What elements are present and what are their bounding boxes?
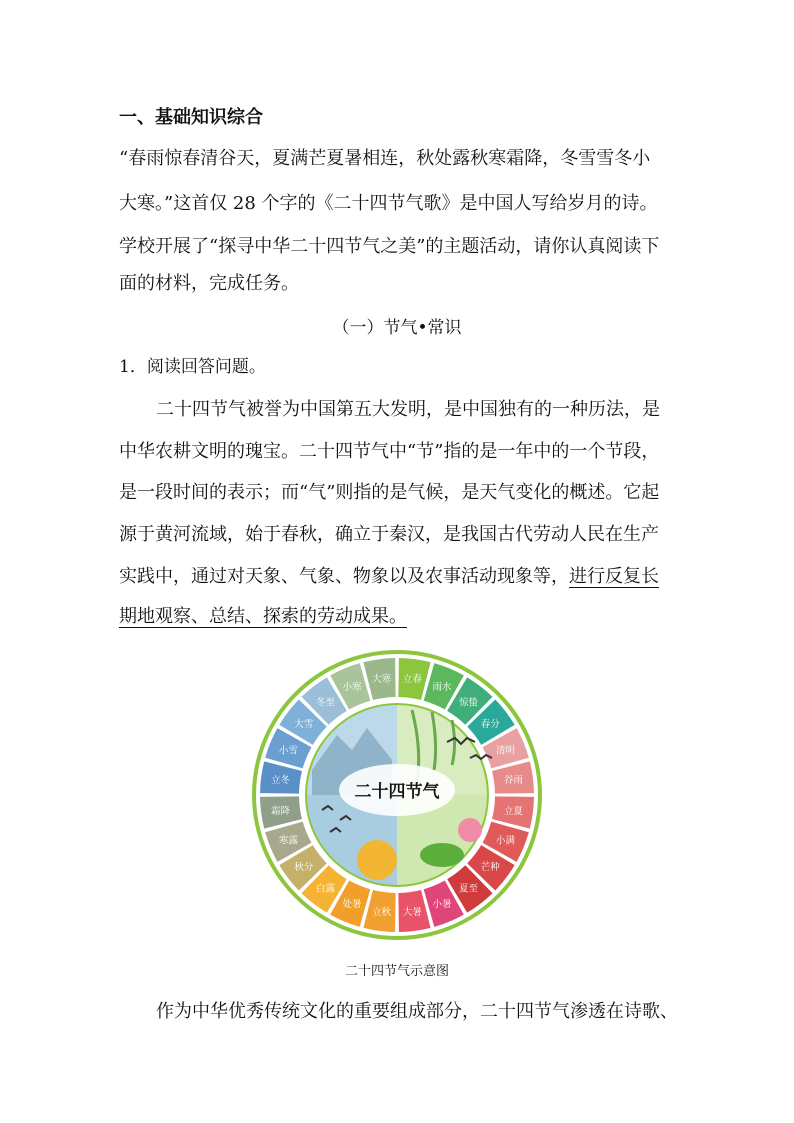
term-label: 秋分 (294, 862, 314, 874)
term-label: 谷雨 (503, 775, 524, 787)
intro-line-4: 面的材料，完成任务。 (119, 273, 299, 294)
intro-line-1: “春雨惊春清谷天，夏满芒夏暑相连，秋处露秋寒霜降，冬雪雪冬小 (119, 148, 651, 169)
section-title: 一、基础知识综合 (119, 107, 263, 128)
center-title: 二十四节气 (354, 782, 440, 802)
para1-line-6: 期地观察、总结、探索的劳动成果。 (119, 606, 407, 627)
term-label: 小雪 (278, 745, 298, 757)
solar-terms-wheel (252, 650, 542, 940)
intro-line-3: 学校开展了“探寻中华二十四节气之美”的主题活动，请你认真阅读下 (119, 236, 660, 257)
term-label: 冬至 (315, 697, 335, 709)
term-label: 立春 (402, 674, 422, 686)
lotus-flower (458, 818, 482, 842)
term-label: 小暑 (432, 899, 452, 911)
term-label: 立秋 (372, 906, 392, 918)
term-label: 大暑 (402, 906, 422, 918)
para1-line-5-underlined: 进行反复长 (569, 566, 659, 587)
term-label: 夏至 (459, 883, 479, 895)
term-label: 寒露 (278, 835, 298, 847)
term-label: 惊蛰 (459, 697, 479, 709)
autumn-tree (357, 840, 397, 880)
figure-caption: 二十四节气示意图 (344, 964, 449, 979)
para1-line-2: 中华农耕文明的瑰宝。二十四节气中“节”指的是一年中的一个节段， (119, 441, 660, 462)
term-label: 霜降 (270, 805, 291, 817)
term-label: 小满 (496, 835, 516, 847)
term-label: 雨水 (432, 681, 452, 693)
term-label: 处暑 (342, 899, 362, 911)
lotus-leaf (420, 843, 464, 867)
para2-line-1: 作为中华优秀传统文化的重要组成部分，二十四节气渗透在诗歌、 (156, 1001, 678, 1022)
para1-line-3: 是一段时间的表示；而“气”则指的是气候，是天气变化的概述。它起 (119, 482, 660, 503)
term-label: 清明 (496, 745, 516, 757)
subheading: （一）节气•常识 (332, 318, 462, 338)
para1-line-5-text: 实践中，通过对天象、气象、物象以及农事活动现象等， (119, 566, 569, 587)
para1-line-1: 二十四节气被誉为中国第五大发明，是中国独有的一种历法，是 (156, 399, 660, 420)
term-label: 立冬 (270, 775, 291, 787)
para1-line-5 (119, 563, 659, 591)
term-label: 大雪 (294, 718, 314, 730)
intro-line-2: 大寒。”这首仅 28 个字的《二十四节气歌》是中国人写给岁月的诗。 (119, 193, 658, 214)
term-label: 小寒 (342, 681, 362, 693)
term-label: 芒种 (480, 862, 500, 874)
question: 1．阅读回答问题。 (119, 357, 266, 377)
term-label: 大寒 (372, 674, 392, 686)
term-label: 春分 (480, 718, 500, 730)
term-label: 立夏 (503, 805, 524, 817)
term-label: 白露 (315, 883, 335, 895)
para1-line-4: 源于黄河流域，始于春秋，确立于秦汉，是我国古代劳动人民在生产 (119, 524, 659, 545)
